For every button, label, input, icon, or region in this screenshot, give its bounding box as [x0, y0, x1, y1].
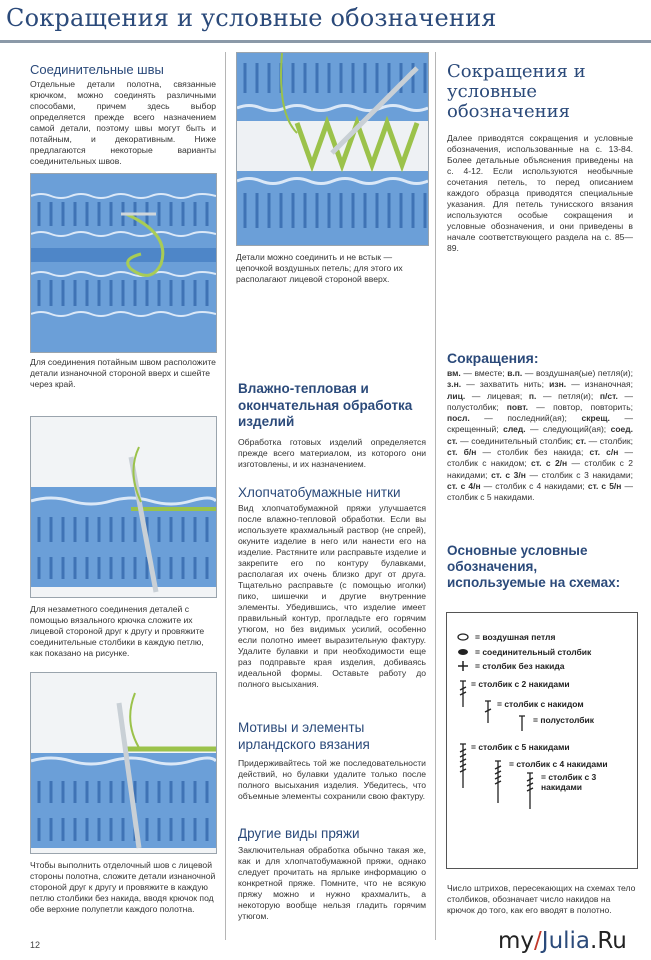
abbreviation-term: п/ст.	[599, 390, 618, 401]
legend-treble-3: = столбик с 3 накидами	[541, 772, 597, 792]
column-divider	[225, 52, 226, 940]
abbreviation-definition: — вместе;	[460, 368, 508, 378]
abbreviations-list	[447, 368, 633, 504]
abbreviation-definition: — столбик с 2 накидами;	[447, 458, 633, 480]
abbreviation-definition: — захватить нить;	[461, 379, 550, 390]
abbreviations-heading: Сокращения:	[447, 350, 539, 366]
caption-crochet-seam: Для незаметного соединения деталей с помощью вязального крючка сложите их лицевой стороной друг к другу и провяжите соединительные столбики в каждую петлю, как показано на рисунке.	[30, 604, 205, 658]
symbols-note: Число штрихов, пересекающих на схемах тело столбиков, обозначает число накидов на крючок до того, как его вводят в полотно.	[447, 883, 636, 915]
crochet-seam-photo	[30, 416, 217, 598]
abbreviation-definition: — воздушная(ые) петля(и);	[522, 368, 633, 378]
decorative-seam-photo	[30, 672, 217, 854]
symbols-legend	[446, 612, 638, 869]
column-divider	[435, 52, 436, 940]
abbreviation-term: ст. с 3/н	[491, 469, 526, 480]
abbreviation-term: з.н.	[447, 379, 462, 390]
other-yarn-text: Заключительная обработка обычно такая же, как и для хлопчатобумажной пряжи, однако следует прочитать на ярлыке информацию о конкретной пряже. Помните, что не всякую пряжу можно и нужно крахмалить, а некоторую вообще нельзя гладить горячим утюгом.	[238, 845, 426, 921]
abbreviation-term: ст. с 5/н	[587, 480, 622, 491]
abbreviation-definition: — столбик с 3 накидами;	[525, 469, 633, 480]
caption-decorative-seam: Чтобы выполнить отделочный шов с лицевой стороны полотна, сложите детали изнаночной стороной друг к другу и провяжите в каждую петлю столбики без накида, вводя крючок под обе верхние полупетли каждого полотна.	[30, 860, 216, 914]
abbreviation-definition: — изнаночная;	[566, 379, 633, 390]
abbreviation-term: изн.	[549, 379, 567, 390]
logo-dot: .	[590, 928, 598, 954]
abbreviation-definition: — петля(и);	[536, 390, 600, 401]
logo-slash: /	[534, 928, 542, 954]
legend-double-crochet: = столбик с накидом	[497, 699, 584, 709]
legend-slip-stitch: = соединительный столбик	[475, 647, 592, 657]
symbols-heading: Основные условные обозначения, используемые на схемах:	[447, 543, 621, 590]
legend-treble-2: = столбик с 2 накидами	[471, 679, 570, 689]
abbreviation-term: ст. с 2/н	[531, 458, 568, 469]
site-logo	[498, 928, 627, 954]
abbreviation-definition: — столбик с накидом;	[447, 447, 633, 469]
abbreviation-definition: — столбик;	[586, 435, 633, 446]
page-number: 12	[30, 940, 41, 950]
cotton-heading: Хлопчатобумажные нитки	[238, 485, 401, 500]
abbreviation-term: в.п.	[507, 368, 523, 378]
intro-heading: Сокращения и условные обозначения	[447, 61, 586, 122]
abbreviation-term: след.	[503, 424, 526, 435]
abbreviation-definition: — столбик с 4 накидами;	[480, 480, 588, 491]
logo-pre: my	[498, 928, 535, 954]
abbreviation-term: лиц.	[447, 390, 466, 401]
abbreviation-term: п.	[528, 390, 537, 401]
finishing-text: Обработка готовых изделий определяется прежде всего материалом, из которого они изготовлены, и их назначением.	[238, 437, 426, 469]
abbreviation-term: ст. с 4/н	[447, 480, 481, 491]
caption-hidden-seam: Для соединения потайным швом расположите детали изнаночной стороной вверх и сшейте через край.	[30, 357, 216, 389]
cotton-text: Вид хлопчатобумажной пряжи улучшается после влажно-тепловой обработки. Если вы используете крахмальный раствор (не спрей), окуните изделие в него или нанести его на изделие. Растяните или расправьте изделие и закрепите его по контуру булавками, располагая их очень близко друг от друга. Тщательно расправьте (с помощью иголки) пико, шишечки и другие внутренние элементы. Убедившись, что изделие имеет правильный контур, прогладьте его горячим утюгом, но без видимых усилий, особенно если полотно имеет выразительную фактуру. Удалите булавки и при необходимости еще раз подправьте края изделия, добиваясь идеальной формы. Оставьте работу до полного высыхания.	[238, 503, 426, 689]
other-yarn-heading: Другие виды пряжи	[238, 826, 360, 841]
abbreviation-term: ст. б/н	[447, 447, 477, 458]
intro-text: Далее приводятся сокращения и условные обозначения, использованные на с. 13-84. Более детальные объяснения приведены на с. 4-12. Если используются необычные сочетания петель, то перед описанием каждого образца приводятся специальные указания. Для петель тунисского вязания используются особые сокращения и условные обозначения, и они приведены в начале соответствующего раздела на с. 85—89.	[447, 133, 633, 253]
abbreviation-term: вм.	[447, 368, 461, 378]
abbreviation-definition: — столбик без накида;	[476, 447, 590, 458]
abbreviation-definition: — повтор, повторить;	[528, 401, 633, 412]
legend-half-double: = полустолбик	[533, 715, 595, 725]
finishing-heading: Влажно-тепловая и окончательная обработка изделий	[238, 381, 413, 429]
page-title: Сокращения и условные обозначения	[6, 4, 497, 32]
chain-join-photo	[236, 52, 429, 246]
abbreviation-term: посл.	[447, 413, 470, 424]
legend-single-crochet: = столбик без накида	[475, 661, 565, 671]
title-divider	[0, 40, 651, 43]
logo-brand: Julia	[541, 928, 591, 954]
caption-chain-join: Детали можно соединить и не встык — цепочкой воздушных петель; для этого их располагают лицевой стороной вверх.	[236, 252, 403, 284]
hidden-seam-photo	[30, 173, 217, 353]
logo-tld: Ru	[597, 928, 627, 954]
seams-text: Отдельные детали полотна, связанные крючком, можно соединять различными способами, причем здесь выбор определяется прежде всего назначением самой детали, поэтому швы могут быть и потайным, и декоративным. Ниже предлагаются некоторые варианты соединительных швов.	[30, 79, 216, 166]
abbreviation-definition: — лицевая;	[465, 390, 529, 401]
abbreviation-definition: — следующий(ая);	[525, 424, 611, 435]
abbreviation-term: повт.	[506, 401, 529, 412]
seams-heading: Соединительные швы	[30, 62, 164, 77]
legend-treble-5: = столбик с 5 накидами	[471, 742, 570, 752]
abbreviation-term: соед. ст.	[447, 424, 633, 446]
abbreviation-definition: — последний(ая);	[469, 413, 582, 424]
legend-chain: = воздушная петля	[475, 632, 556, 642]
abbreviation-term: ст. с/н	[589, 447, 619, 458]
abbreviation-definition: — полустолбик;	[447, 390, 633, 412]
abbreviation-definition: — скрещенный;	[447, 413, 633, 435]
irish-text: Придерживайтесь той же последовательности действий, но булавки удалите только после полного высыхания изделия. Убедитесь, что объемные элементы сохранили свою фактуру.	[238, 758, 426, 801]
abbreviation-term: ст.	[575, 435, 587, 446]
legend-treble-4: = столбик с 4 накидами	[509, 759, 608, 769]
abbreviation-term: скрещ.	[581, 413, 610, 424]
abbreviation-definition: — столбик с 5 накидами.	[447, 480, 633, 503]
abbreviation-definition: — соединительный столбик;	[457, 435, 576, 446]
irish-heading: Мотивы и элементы ирландского вязания	[238, 720, 370, 752]
